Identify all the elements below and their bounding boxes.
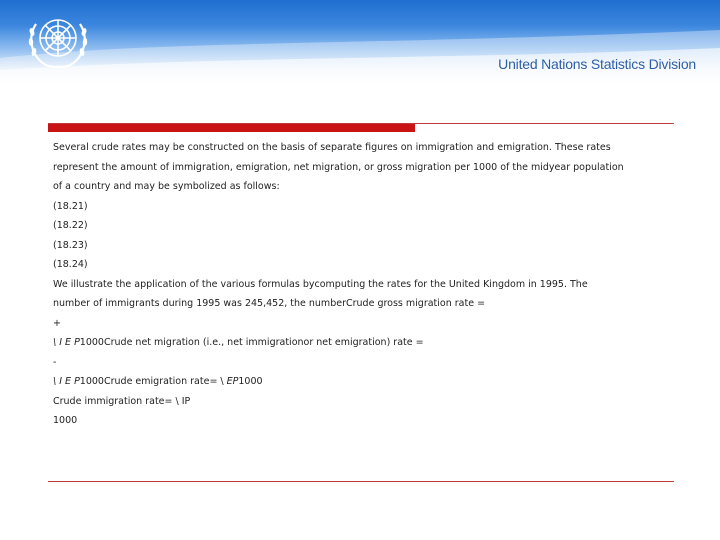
- org-title: United Nations Statistics Division: [498, 56, 696, 72]
- bottom-divider: [48, 481, 674, 482]
- equation-number: (18.23): [53, 239, 88, 251]
- header-banner: [0, 0, 720, 84]
- formula-value: 1000: [53, 415, 78, 426]
- text-line: We illustrate the application of the various formulas bycomputing the rates for the United Kingdom in 1995. The: [53, 278, 588, 290]
- formula-sign: +: [53, 317, 61, 329]
- formula-line: Crude immigration rate= \ IP: [53, 395, 191, 407]
- text-line: Several crude rates may be constructed on the basis of separate figures on immigration and emigration. These rates: [53, 142, 611, 153]
- formula-label: Crude gross migration rate =: [345, 298, 486, 309]
- accent-bar: [48, 124, 415, 132]
- text-fragment: number of immigrants during 1995 was 245,452, the number: [53, 298, 346, 309]
- text-line: of a country and may be symbolized as follows:: [53, 181, 280, 192]
- equation-number: (18.21): [53, 200, 88, 212]
- formula-label: 1000Crude emigration rate= \: [79, 376, 227, 387]
- equation-number: (18.22): [53, 220, 88, 231]
- formula-variable: \ I E P: [53, 376, 80, 387]
- formula-line: [53, 372, 673, 392]
- text-line: [53, 294, 673, 314]
- formula-sign: -: [53, 356, 57, 368]
- formula-value: 1000: [238, 376, 263, 387]
- un-emblem-icon: [22, 8, 94, 74]
- slide-body: [53, 138, 673, 431]
- equation-number: (18.24): [53, 259, 88, 270]
- formula-label: 1000Crude net migration (i.e., net immigrationor net emigration) rate =: [79, 337, 424, 348]
- formula-variable: \ I E P: [53, 337, 80, 348]
- formula-variable: EP: [226, 376, 239, 387]
- formula-line: [53, 333, 673, 353]
- text-line: represent the amount of immigration, emigration, net migration, or gross migration per 1000 of the midyear population: [53, 161, 624, 173]
